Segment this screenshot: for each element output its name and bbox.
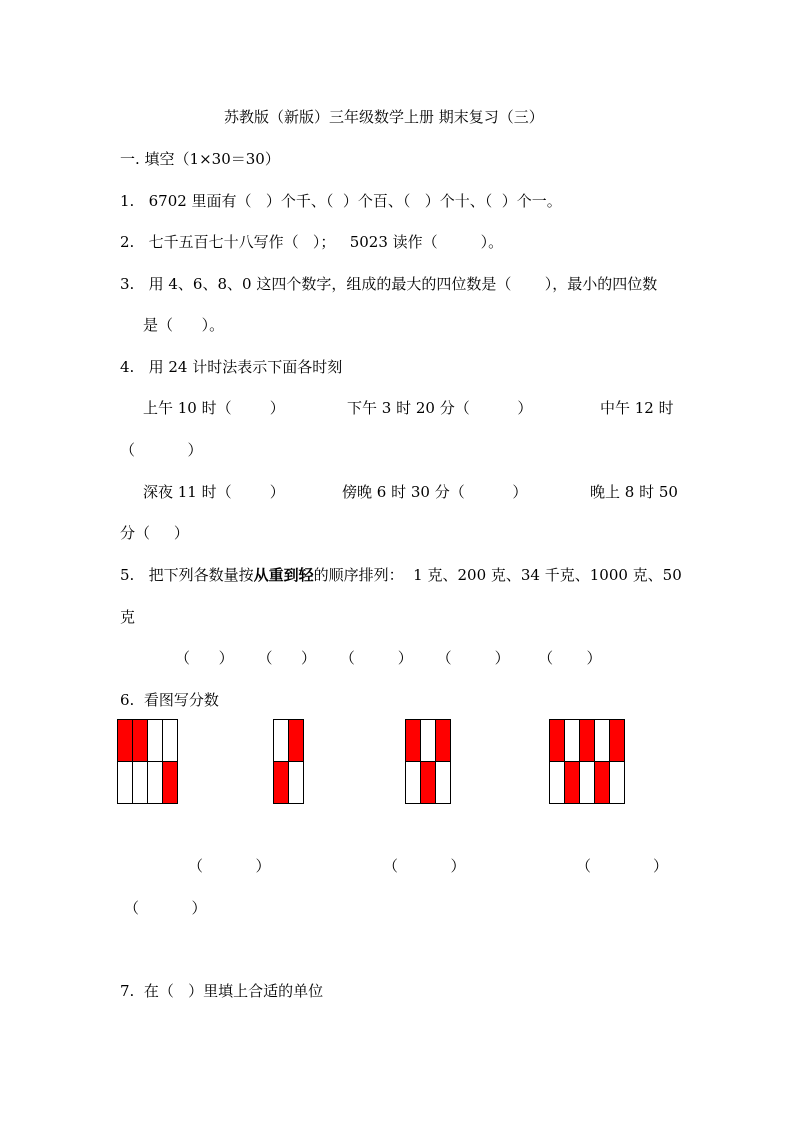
question-5 (120, 565, 682, 585)
figure-1-cell (147, 761, 163, 804)
question-5-continued: 克 (120, 608, 136, 626)
figure-4-cell (579, 719, 595, 762)
q4-item-dusk: 傍晚 6 时 30 分（ ） (342, 483, 528, 501)
figure-4-cell (549, 761, 565, 804)
q6-blank-2: （ ） (383, 857, 466, 875)
figure-4-cell (564, 761, 580, 804)
figure-4-cell (609, 761, 625, 804)
q5-prefix: 5. 把下列各数量按 (120, 566, 254, 584)
figure-4-cell (564, 719, 580, 762)
question-3-continued: 是（ ）。 (143, 316, 225, 334)
figure-4-cell (609, 719, 625, 762)
q6-blank-1: （ ） (188, 857, 271, 875)
figure-1-cell (132, 761, 148, 804)
q5-answer-blanks: （ ） （ ） （ ） （ ） （ ） (175, 649, 602, 667)
figure-3-cell (435, 761, 451, 804)
question-4: 4. 用 24 计时法表示下面各时刻 (120, 358, 343, 376)
q5-suffix: 的顺序排列： 1 克、200 克、34 千克、1000 克、50 (313, 566, 682, 584)
figure-4-cell (549, 719, 565, 762)
figure-2-cell (288, 761, 304, 804)
q4-item-evening-cont: 分（ ） (120, 524, 189, 542)
figure-3-cell (420, 719, 436, 762)
question-3: 3. 用 4、6、8、0 这四个数字，组成的最大的四位数是（ ），最小的四位数 (120, 275, 658, 293)
question-1: 1. 6702 里面有（ ）个千、（ ）个百、（ ）个十、（ ）个一。 (120, 192, 562, 210)
q4-item-evening: 晚上 8 时 50 (590, 483, 678, 501)
figure-4-cell (594, 761, 610, 804)
figure-2-cell (273, 719, 289, 762)
figure-3-cell (420, 761, 436, 804)
q5-emphasis: 从重到轻 (253, 566, 314, 584)
figure-1-cell (162, 761, 178, 804)
q4-item-afternoon: 下午 3 时 20 分（ ） (347, 399, 533, 417)
q6-blank-3: （ ） (576, 857, 668, 875)
section-heading: 一. 填空（1×30＝30） (120, 150, 280, 168)
figure-3-cell (405, 719, 421, 762)
page-title: 苏教版（新版）三年级数学上册 期末复习（三） (224, 108, 544, 126)
q4-item-morning: 上午 10 时（ ） (143, 399, 285, 417)
question-2: 2. 七千五百七十八写作（ ）； 5023 读作（ ）。 (120, 233, 504, 251)
figure-2-cell (288, 719, 304, 762)
figure-4-cell (594, 719, 610, 762)
question-7: 7. 在（ ）里填上合适的单位 (120, 982, 324, 1000)
q6-blank-4: （ ） (124, 899, 207, 917)
figure-2-cell (273, 761, 289, 804)
figure-3-cell (405, 761, 421, 804)
figure-1-cell (162, 719, 178, 762)
figure-1-cell (147, 719, 163, 762)
figure-1-cell (132, 719, 148, 762)
figure-1-cell (117, 761, 133, 804)
q4-item-noon-blank: （ ） (120, 441, 203, 459)
figure-3-cell (435, 719, 451, 762)
question-6: 6. 看图写分数 (120, 691, 219, 709)
q4-item-latenight: 深夜 11 时（ ） (143, 483, 285, 501)
figure-1-cell (117, 719, 133, 762)
q4-item-noon: 中午 12 时 (600, 399, 674, 417)
figure-4-cell (579, 761, 595, 804)
